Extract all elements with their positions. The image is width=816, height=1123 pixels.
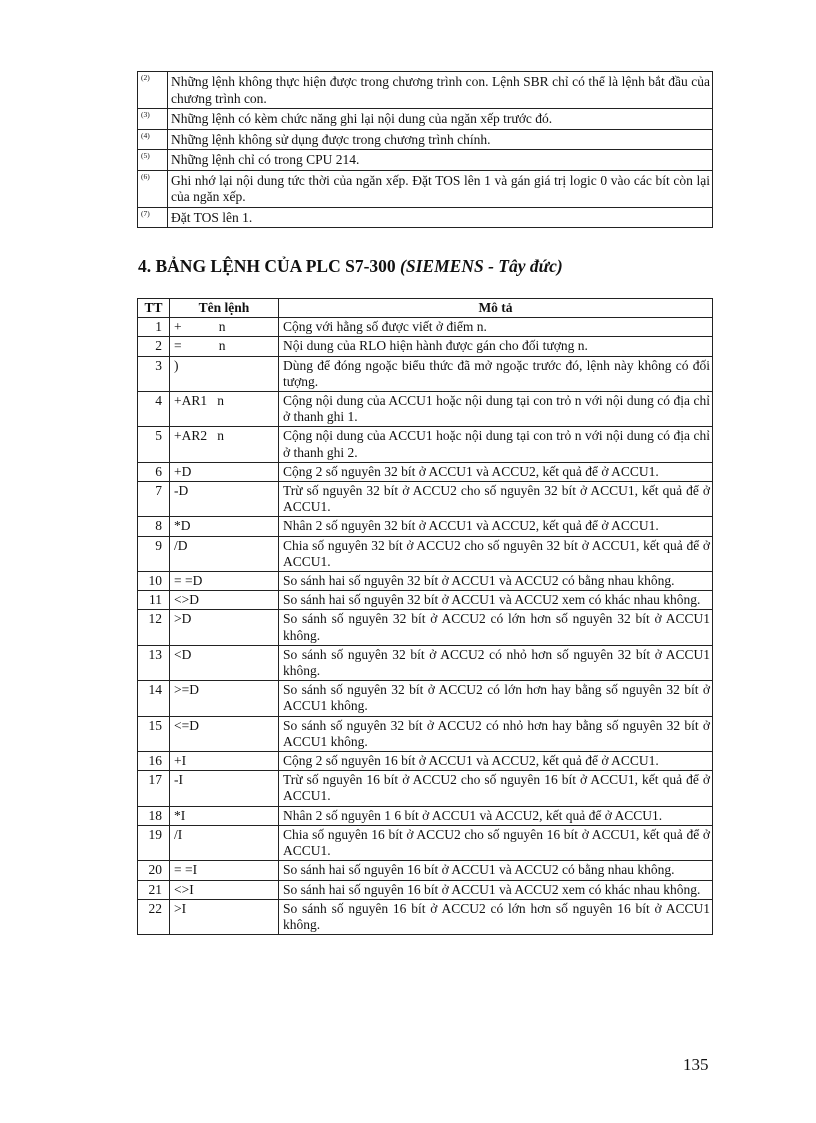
table-row <box>138 482 713 517</box>
row-number: 12 <box>138 610 170 645</box>
footnote-mark: (2) <box>138 72 168 109</box>
row-number: 15 <box>138 716 170 751</box>
instruction-name: *I <box>170 806 279 825</box>
row-number: 17 <box>138 771 170 806</box>
footnote-row <box>138 170 713 207</box>
table-row <box>138 536 713 571</box>
table-header-row <box>138 299 713 318</box>
table-row <box>138 806 713 825</box>
instruction-description: So sánh số nguyên 32 bít ở ACCU2 có lớn hơn hay bằng số nguyên 32 bít ở ACCU1 không. <box>279 681 713 716</box>
instruction-description: Nhân 2 số nguyên 1 6 bít ở ACCU1 và ACCU2, kết quả để ở ACCU1. <box>279 806 713 825</box>
footnote-mark: (6) <box>138 170 168 207</box>
instruction-description: So sánh hai số nguyên 16 bít ở ACCU1 và ACCU2 xem có khác nhau không. <box>279 880 713 899</box>
instruction-name: -D <box>170 482 279 517</box>
footnote-row <box>138 109 713 130</box>
instruction-table-body <box>138 318 713 935</box>
row-number: 16 <box>138 752 170 771</box>
footnote-row <box>138 129 713 150</box>
row-number: 14 <box>138 681 170 716</box>
footnote-text: Đặt TOS lên 1. <box>168 207 713 228</box>
table-row <box>138 610 713 645</box>
row-number: 20 <box>138 861 170 880</box>
page-number: 135 <box>683 1055 709 1074</box>
instruction-description: So sánh hai số nguyên 32 bít ở ACCU1 và ACCU2 có bằng nhau không. <box>279 572 713 591</box>
footnote-text: Những lệnh không sử dụng được trong chương trình chính. <box>168 129 713 150</box>
row-number: 10 <box>138 572 170 591</box>
row-number: 6 <box>138 462 170 481</box>
row-number: 9 <box>138 536 170 571</box>
instruction-name: +I <box>170 752 279 771</box>
instruction-description: Cộng nội dung của ACCU1 hoặc nội dung tại con trỏ n với nội dung có địa chỉ ở thanh ghi 1. <box>279 392 713 427</box>
instruction-description: Dùng để đóng ngoặc biểu thức đã mở ngoặc trước đó, lệnh này không có đối tượng. <box>279 356 713 391</box>
instruction-name: <>I <box>170 880 279 899</box>
instruction-description: So sánh số nguyên 16 bít ở ACCU2 có lớn hơn số nguyên 16 bít ở ACCU1 không. <box>279 899 713 934</box>
instruction-description: So sánh hai số nguyên 16 bít ở ACCU1 và ACCU2 có bằng nhau không. <box>279 861 713 880</box>
instruction-description: So sánh hai số nguyên 32 bít ở ACCU1 và ACCU2 xem có khác nhau không. <box>279 591 713 610</box>
table-row <box>138 517 713 536</box>
instruction-name: >I <box>170 899 279 934</box>
instruction-name: <>D <box>170 591 279 610</box>
instruction-description: Chia số nguyên 32 bít ở ACCU2 cho số nguyên 32 bít ở ACCU1, kết quả để ở ACCU1. <box>279 536 713 571</box>
row-number: 1 <box>138 318 170 337</box>
instruction-description: Cộng nội dung của ACCU1 hoặc nội dung tại con trỏ n với nội dung có địa chỉ ở thanh ghi 2. <box>279 427 713 462</box>
instruction-description: Trừ số nguyên 32 bít ở ACCU2 cho số nguyên 32 bít ở ACCU1, kết quả để ở ACCU1. <box>279 482 713 517</box>
instruction-description: Cộng 2 số nguyên 16 bít ở ACCU1 và ACCU2, kết quả để ở ACCU1. <box>279 752 713 771</box>
instruction-description: So sánh số nguyên 32 bít ở ACCU2 có lớn hơn số nguyên 32 bít ở ACCU1 không. <box>279 610 713 645</box>
table-row <box>138 427 713 462</box>
instruction-description: Cộng 2 số nguyên 32 bít ở ACCU1 và ACCU2, kết quả để ở ACCU1. <box>279 462 713 481</box>
section-heading <box>138 256 563 277</box>
instruction-description: Chia số nguyên 16 bít ở ACCU2 cho số nguyên 16 bít ở ACCU1, kết quả để ở ACCU1. <box>279 825 713 860</box>
row-number: 8 <box>138 517 170 536</box>
section-title-italic: (SIEMENS - Tây đức) <box>400 256 563 276</box>
row-number: 11 <box>138 591 170 610</box>
row-number: 13 <box>138 645 170 680</box>
table-row <box>138 591 713 610</box>
table-row <box>138 337 713 356</box>
table-row <box>138 392 713 427</box>
footnote-mark: (4) <box>138 129 168 150</box>
table-row <box>138 771 713 806</box>
instruction-description: Trừ số nguyên 16 bít ở ACCU2 cho số nguyên 16 bít ở ACCU1, kết quả để ở ACCU1. <box>279 771 713 806</box>
table-row <box>138 899 713 934</box>
table-row <box>138 681 713 716</box>
footnotes-body <box>138 72 713 228</box>
instruction-description: So sánh số nguyên 32 bít ở ACCU2 có nhỏ hơn hay bằng số nguyên 32 bít ở ACCU1 không. <box>279 716 713 751</box>
instruction-name: /I <box>170 825 279 860</box>
instruction-description: So sánh số nguyên 32 bít ở ACCU2 có nhỏ hơn số nguyên 32 bít ở ACCU1 không. <box>279 645 713 680</box>
instruction-name: = =I <box>170 861 279 880</box>
table-row <box>138 880 713 899</box>
footnote-row <box>138 72 713 109</box>
row-number: 2 <box>138 337 170 356</box>
instruction-name: +D <box>170 462 279 481</box>
header-tt: TT <box>138 299 170 318</box>
instruction-table <box>137 298 713 935</box>
footnote-row <box>138 207 713 228</box>
footnote-text: Những lệnh không thực hiện được trong chương trình con. Lệnh SBR chỉ có thể là lệnh bắt đầu của chương trình con. <box>168 72 713 109</box>
table-row <box>138 825 713 860</box>
instruction-name: + n <box>170 318 279 337</box>
footnote-text: Ghi nhớ lại nội dung tức thời của ngăn xếp. Đặt TOS lên 1 và gán giá trị logic 0 vào các bít còn lại của ngăn xếp. <box>168 170 713 207</box>
row-number: 5 <box>138 427 170 462</box>
instruction-name: <=D <box>170 716 279 751</box>
footnote-text: Những lệnh chỉ có trong CPU 214. <box>168 150 713 171</box>
footnote-mark: (3) <box>138 109 168 130</box>
header-desc: Mô tả <box>279 299 713 318</box>
instruction-description: Cộng với hằng số được viết ở điểm n. <box>279 318 713 337</box>
instruction-name: +AR2 n <box>170 427 279 462</box>
instruction-name: -I <box>170 771 279 806</box>
instruction-name: *D <box>170 517 279 536</box>
table-row <box>138 861 713 880</box>
footnote-mark: (5) <box>138 150 168 171</box>
footnote-row <box>138 150 713 171</box>
row-number: 7 <box>138 482 170 517</box>
table-row <box>138 318 713 337</box>
instruction-name: = =D <box>170 572 279 591</box>
row-number: 3 <box>138 356 170 391</box>
row-number: 21 <box>138 880 170 899</box>
instruction-name: >D <box>170 610 279 645</box>
section-title: 4. BẢNG LỆNH CỦA PLC S7-300 <box>138 256 401 276</box>
table-row <box>138 752 713 771</box>
footnote-mark: (7) <box>138 207 168 228</box>
table-row <box>138 462 713 481</box>
instruction-name: ) <box>170 356 279 391</box>
instruction-description: Nội dung của RLO hiện hành được gán cho đối tượng n. <box>279 337 713 356</box>
instruction-name: <D <box>170 645 279 680</box>
table-row <box>138 716 713 751</box>
table-row <box>138 645 713 680</box>
instruction-name: >=D <box>170 681 279 716</box>
row-number: 4 <box>138 392 170 427</box>
row-number: 22 <box>138 899 170 934</box>
instruction-name: = n <box>170 337 279 356</box>
footnotes-table <box>137 71 713 228</box>
instruction-name: /D <box>170 536 279 571</box>
table-row <box>138 356 713 391</box>
row-number: 18 <box>138 806 170 825</box>
footnote-text: Những lệnh có kèm chức năng ghi lại nội dung của ngăn xếp trước đó. <box>168 109 713 130</box>
instruction-description: Nhân 2 số nguyên 32 bít ở ACCU1 và ACCU2, kết quả để ở ACCU1. <box>279 517 713 536</box>
header-name: Tên lệnh <box>170 299 279 318</box>
table-row <box>138 572 713 591</box>
instruction-name: +AR1 n <box>170 392 279 427</box>
row-number: 19 <box>138 825 170 860</box>
